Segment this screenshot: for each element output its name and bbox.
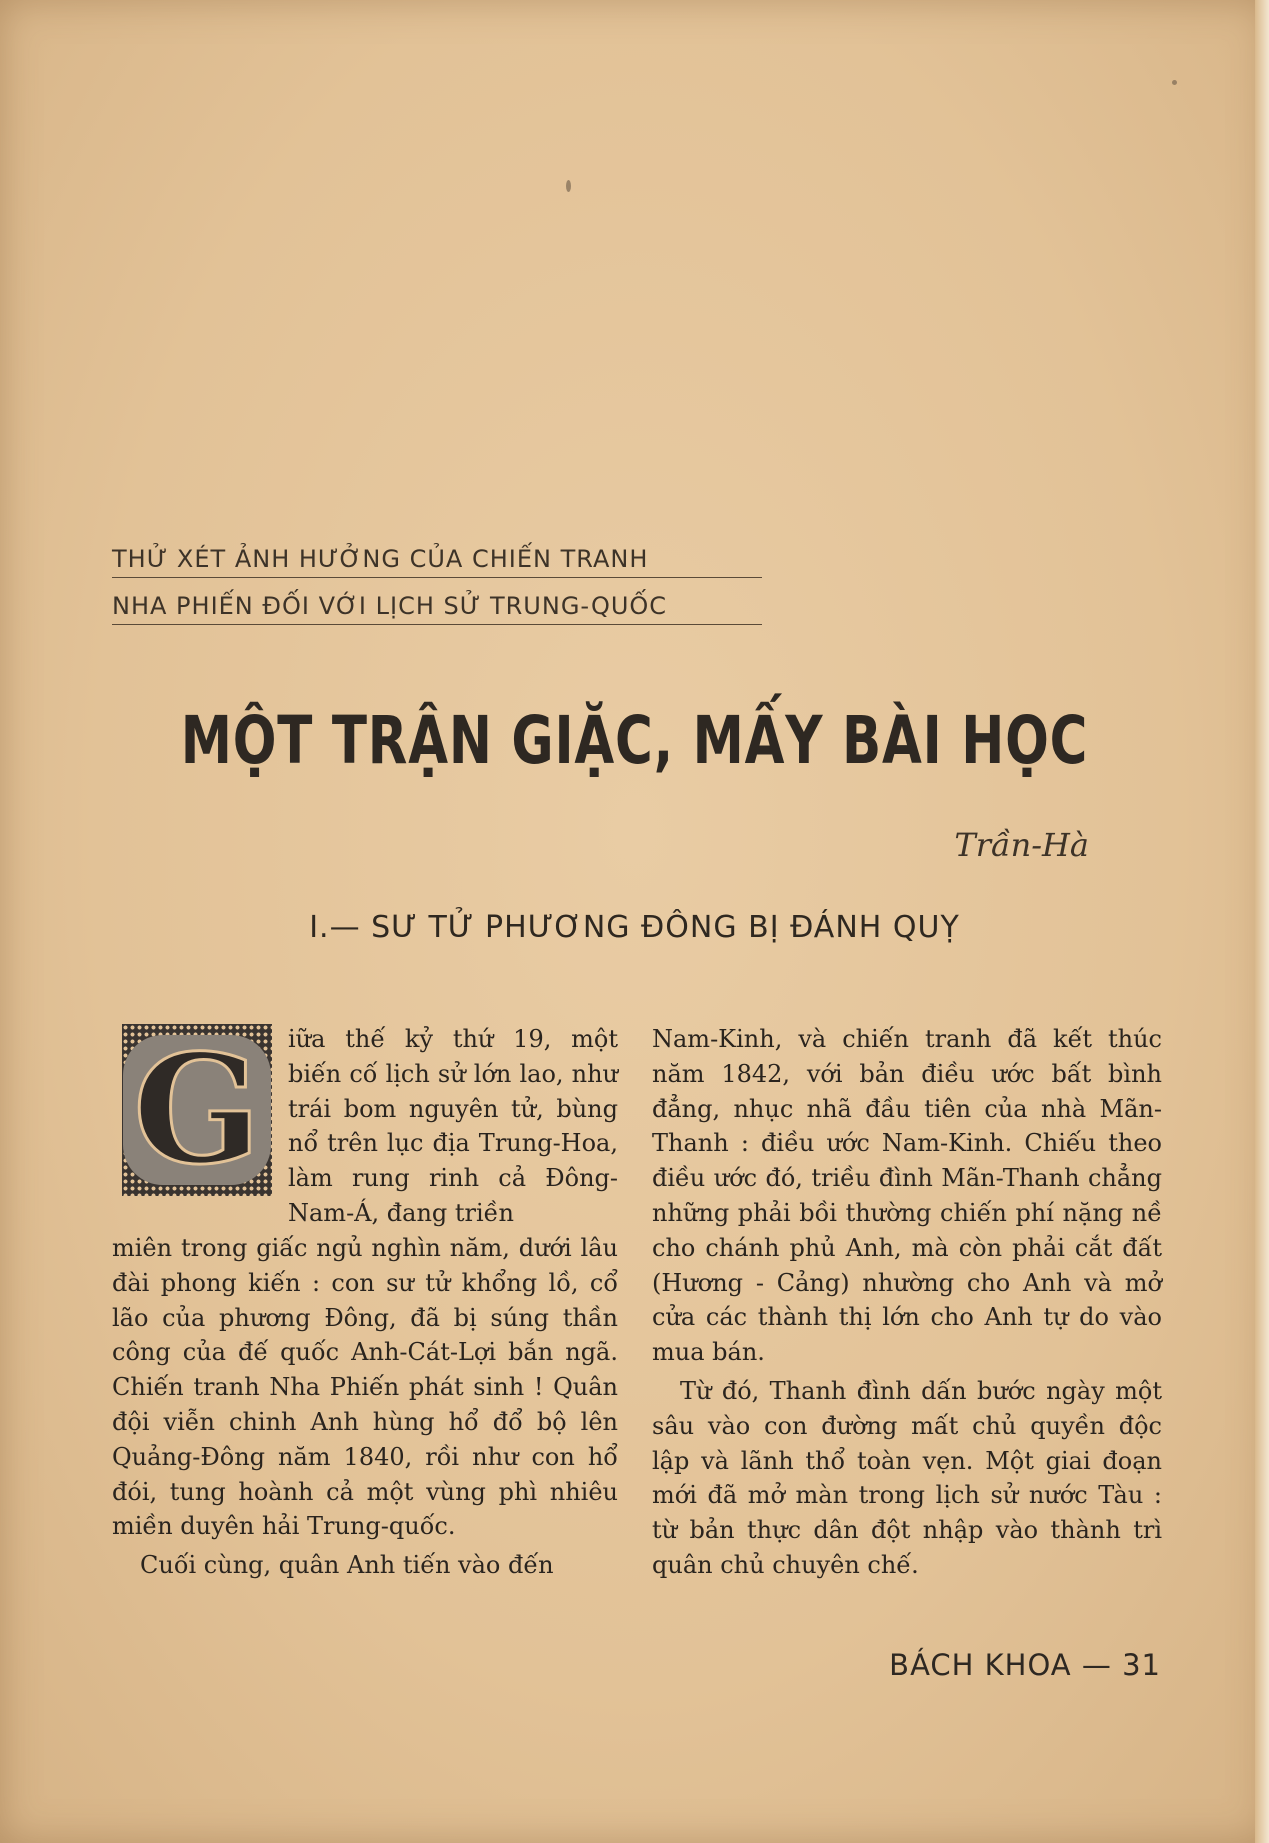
page-footer: BÁCH KHOA — 31 [889,1648,1161,1682]
opening-paragraph: iữa thế kỷ thứ 19, một biến cố lịch sử lớn lao, như trái bom nguyên tử, bùng nổ trên lục địa Trung-Hoa, làm rung rinh cả Đông-Nam-Á, đang triền [288,1025,618,1227]
section-heading: I.— SƯ TỬ PHƯƠNG ĐÔNG BỊ ĐÁNH QUỴ [309,910,960,945]
left-column-opening [288,1022,618,1231]
ink-speck [1172,80,1177,85]
kicker-line-1: THỬ XÉT ẢNH HƯỞNG CỦA CHIẾN TRANH [112,545,762,578]
author-signature: Trần-Hà [954,826,1089,864]
paragraph: Cuối cùng, quân Anh tiến vào đến [140,1551,554,1580]
drop-cap [122,1024,272,1196]
kicker-line-2: NHA PHIẾN ĐỐI VỚI LỊCH SỬ TRUNG-QUỐC [112,592,762,625]
drop-cap-letter: G [123,1035,271,1185]
right-column [652,1022,1162,1583]
ink-speck [566,180,571,192]
paragraph-continuation: miên trong giấc ngủ nghìn năm, dưới lâu đài phong kiến : con sư tử khổng lồ, cổ lão của phương Đông, đã bị súng thần công của đế quốc Anh-Cát-Lợi bắn ngã. Chiến tranh Nha Phiến phát sinh ! Quân đội viễn chinh Anh hùng hổ đổ bộ lên Quảng-Đông năm 1840, rồi như con hổ đói, tung hoành cả một vùng phì nhiêu miền duyên hải Trung-quốc. [112,1234,618,1541]
left-column [112,1231,618,1583]
article-title: MỘT TRẬN GIẶC, MẤY BÀI HỌC [180,702,1089,779]
paragraph: Từ đó, Thanh đình dấn bước ngày một sâu vào con đường mất chủ quyền độc lập và lãnh thổ toàn vẹn. Một giai đoạn mới đã mở màn trong lịch sử nước Tàu : từ bản thực dân đột nhập vào thành trì quân chủ chuyên chế. [652,1376,1162,1579]
paragraph: Nam-Kinh, và chiến tranh đã kết thúc năm 1842, với bản điều ước bất bình đẳng, nhục nhã đầu tiên của nhà Mãn-Thanh : điều ước Nam-Kinh. Chiếu theo điều ước đó, triều đình Mãn-Thanh chẳng những phải bồi thường chiến phí nặng nề cho chánh phủ Anh, mà còn phải cắt đất (Hương - Cảng) nhường cho Anh và mở cửa các thành thị lớn cho Anh tự do vào mua bán. [652,1025,1162,1367]
